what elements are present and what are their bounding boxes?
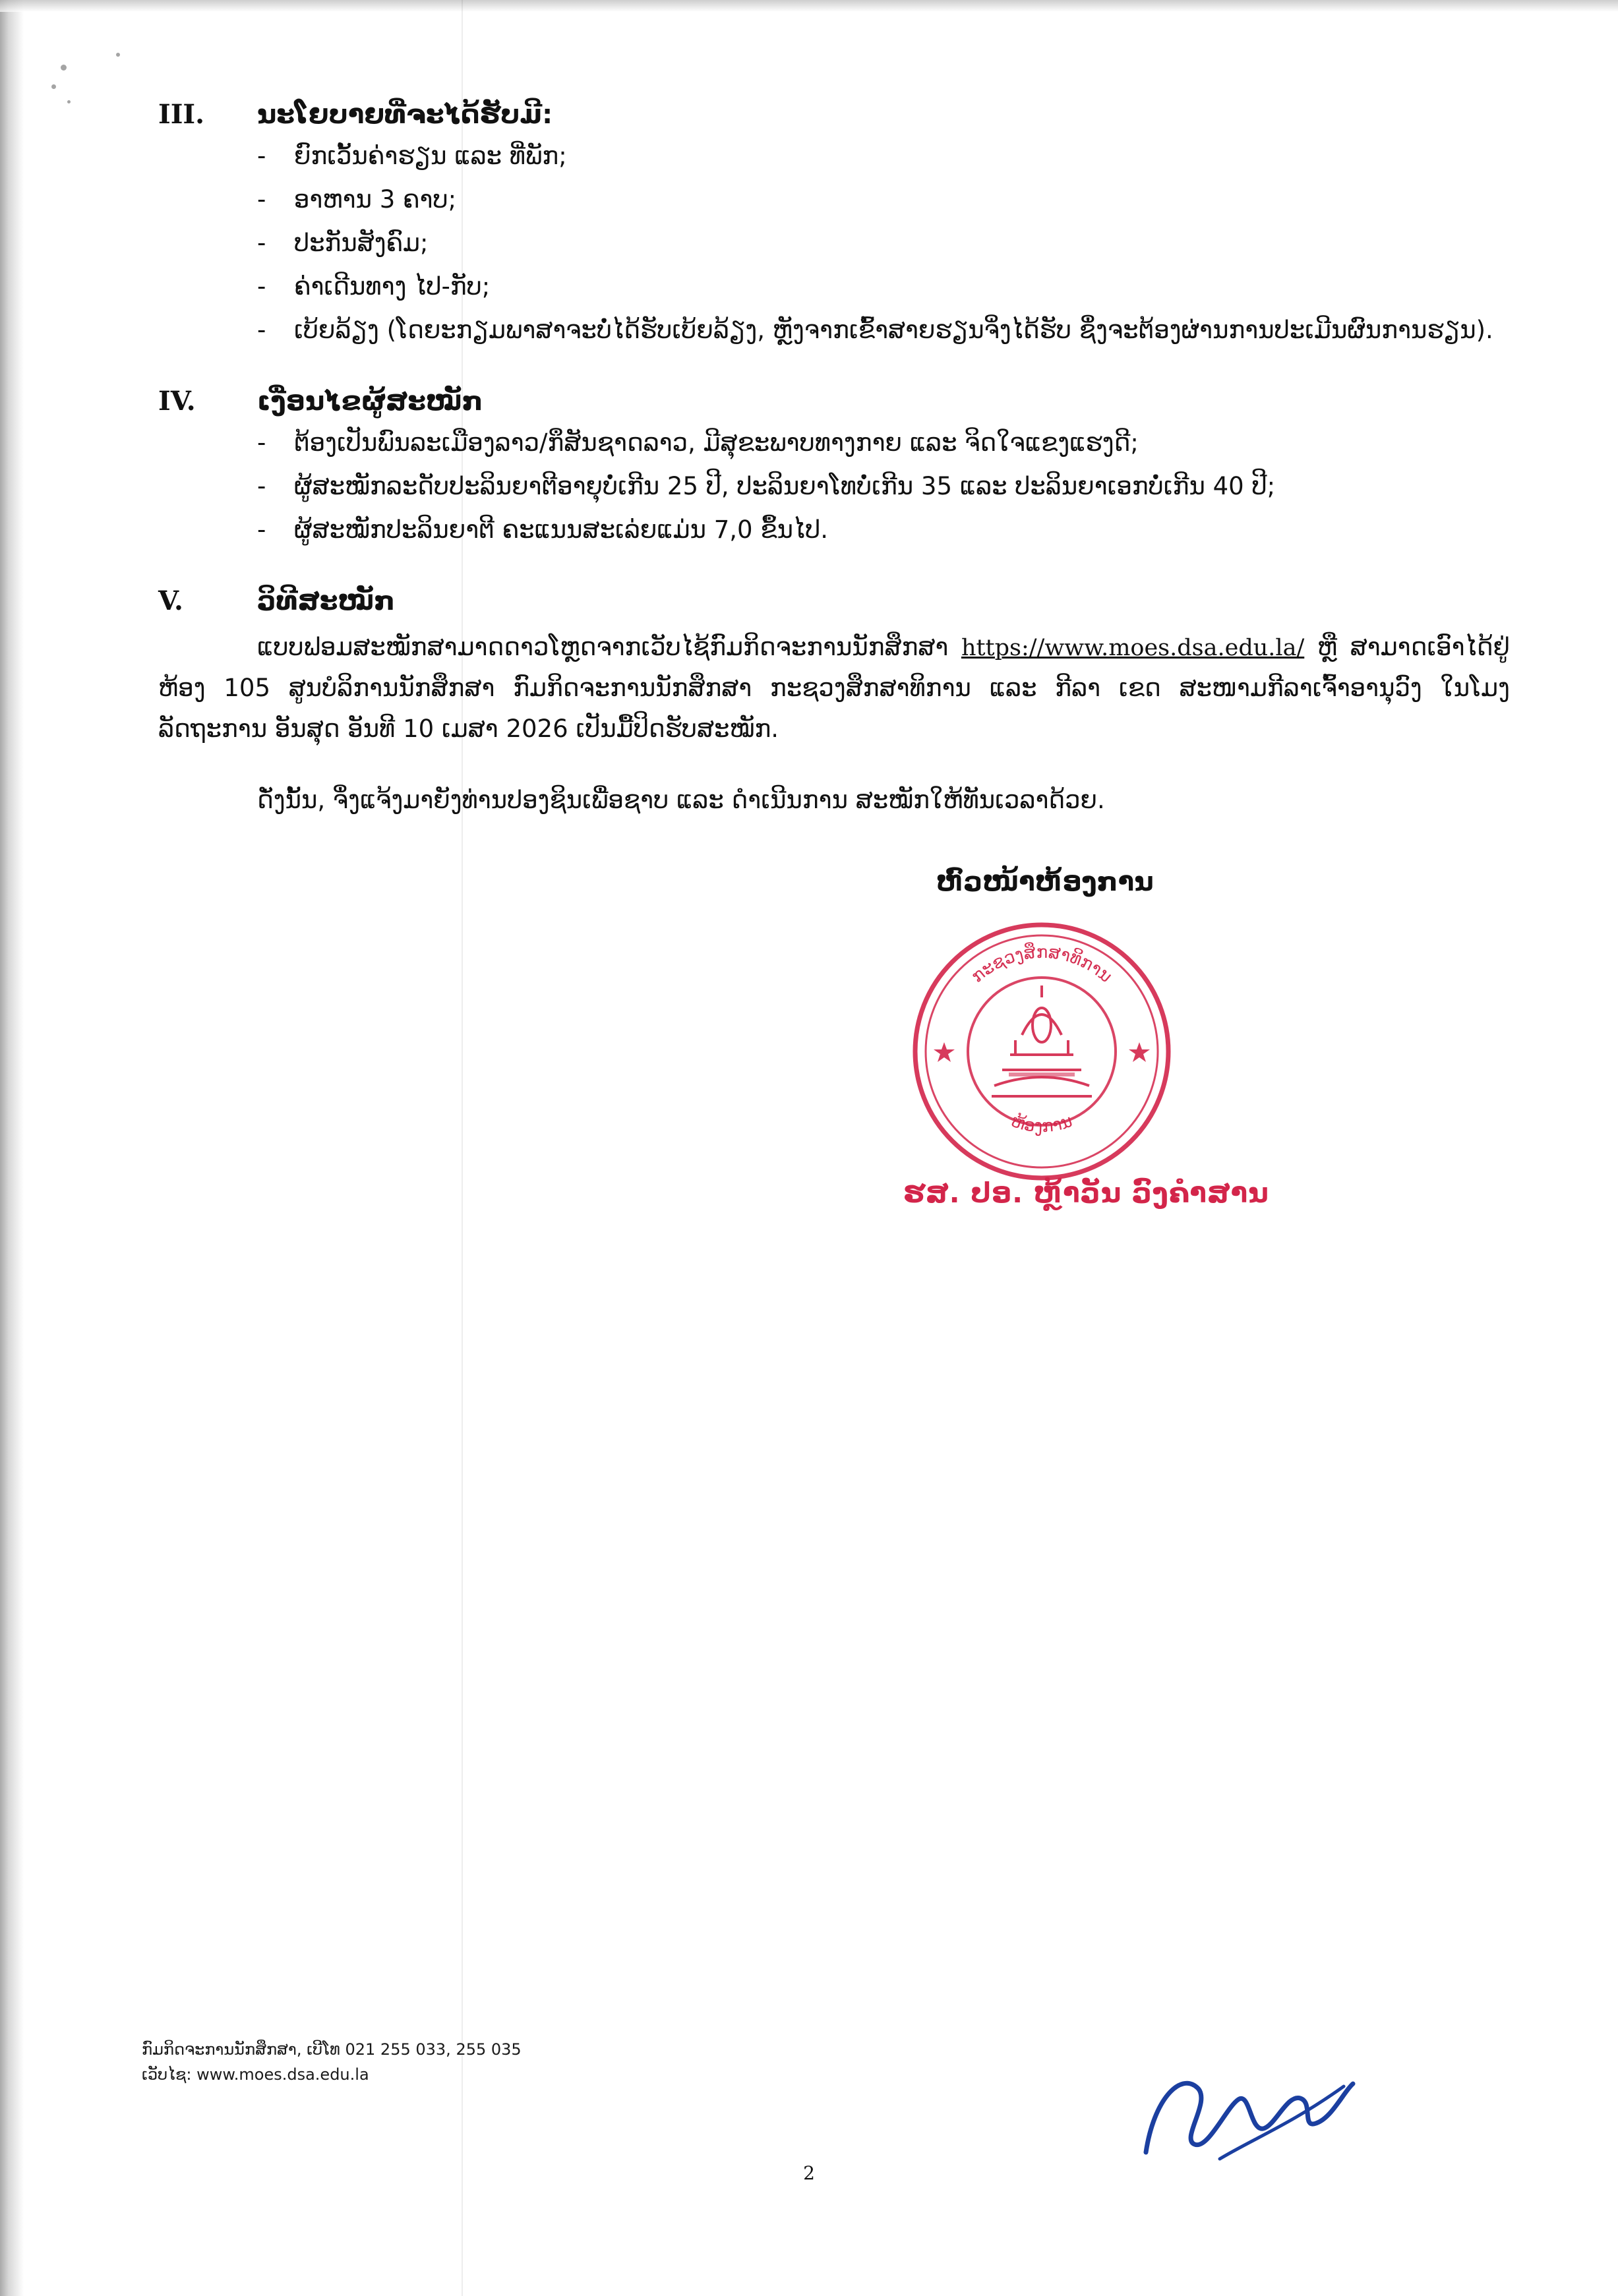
- footer-website: ເວັບໄຊ: www.moes.dsa.edu.la: [142, 2065, 369, 2084]
- section-heading-iii: [158, 99, 1510, 130]
- benefits-list: [158, 136, 1510, 350]
- svg-text:ກະຊວງສຶກສາທິການ: ກະຊວງສຶກສາທິການ: [967, 943, 1116, 987]
- section-title: ເງື່ອນໄຂຜູ້ສະໝັກ: [257, 386, 483, 417]
- signature-block: [158, 867, 1510, 1289]
- list-item: [158, 310, 1510, 350]
- application-form-link[interactable]: https://www.moes.dsa.edu.la/: [961, 634, 1305, 661]
- list-item: [158, 223, 1510, 263]
- dash-bullet: -: [257, 272, 266, 301]
- list-item: [158, 136, 1510, 176]
- dash-bullet: -: [257, 471, 266, 500]
- list-item: [158, 510, 1510, 550]
- list-item-text: ອາຫານ 3 ຄາບ;: [294, 185, 457, 214]
- application-instructions-paragraph: [158, 627, 1510, 750]
- list-item-text: ຍົກເວັ້ນຄ່າຮຽນ ແລະ ທີ່ພັກ;: [294, 142, 567, 170]
- list-item: [158, 180, 1510, 220]
- dash-bullet: -: [257, 142, 266, 170]
- closing-paragraph: ດັ່ງນັ້ນ, ຈຶ່ງແຈ້ງມາຍັງທ່ານປອງຊິນເພື່ອຊາບ ແລະ ດຳເນີນການ ສະໝັກໃຫ້ທັນເວລາດ້ວຍ.: [257, 785, 1105, 814]
- requirements-list: [158, 423, 1510, 550]
- page-footer: [142, 2037, 522, 2088]
- handwritten-signature: [1134, 2060, 1358, 2172]
- section-numeral: III.: [158, 99, 205, 130]
- dash-bullet: -: [257, 228, 266, 257]
- list-item-text: ຕ້ອງເປັນພົນລະເມືອງລາວ/ກຶສັນຊາດລາວ, ມີສຸຂະພາບທາງກາຍ ແລະ ຈິດໃຈແຂງແຮງດີ;: [294, 428, 1139, 457]
- section-title: ນະໂຍບາຍທີ່ຈະໄດ້ຮັບມີ:: [257, 100, 553, 130]
- footer-contact: ກົມກິດຈະການນັກສຶກສາ, ເບີໂທ 021 255 033, 255 035: [142, 2040, 522, 2059]
- list-item: [158, 267, 1510, 307]
- official-stamp: [870, 906, 1200, 1196]
- scan-edge-shadow: [0, 0, 24, 2296]
- scan-speck: [61, 65, 67, 71]
- list-item-text: ຜູ້ສະໝັກລະດັບປະລິນຍາຕີອາຍຸບໍ່ເກີນ 25 ປີ, ປະລິນຍາໂທບໍ່ເກີນ 35 ແລະ ປະລິນຍາເອກບໍ່ເກີນ 40 ປີ;: [294, 471, 1276, 500]
- document-body: [158, 99, 1510, 1289]
- svg-text:ຫ້ອງການ: ຫ້ອງການ: [1008, 1111, 1075, 1137]
- dash-bullet: -: [257, 515, 266, 544]
- section-title: ວິທີສະໝັກ: [257, 585, 396, 616]
- application-instructions-suffix: ຫຼື ສາມາດເອົາໄດ້ຢູ່ຫ້ອງ 105 ສູນບໍລິການນັກສຶກສາ ກົມກິດຈະການນັກສຶກສາ ກະຊວງສຶກສາທິການ ແລະ ກີລາ ເຂດ ສະໜາມກີລາເຈົ້າອານຸວົງ ໃນໂມງລັດຖະການ ອັນສຸດ ອັນທີ 10 ເມສາ 2026 ເປັນມື້ປິດຮັບສະໝັກ.: [158, 632, 1510, 743]
- scan-speck: [116, 53, 120, 57]
- dash-bullet: -: [257, 185, 266, 214]
- page-number: 2: [803, 2162, 815, 2184]
- scan-speck: [51, 84, 56, 89]
- dash-bullet: -: [257, 315, 266, 344]
- list-item: [158, 467, 1510, 506]
- section-heading-iv: [158, 386, 1510, 417]
- signature-title: ຫົວໜ້າຫ້ອງການ: [936, 867, 1154, 898]
- section-numeral: V.: [158, 585, 183, 616]
- list-item-text: ເບ້ຍລ້ຽງ (ໂດຍະກຽມພາສາຈະບໍ່ໄດ້ຮັບເບ້ຍລ້ຽງ, ຫຼັງຈາກເຂົ້າສາຍຮຽນຈິ່ງໄດ້ຮັບ ຊຶ່ງຈະຕ້ອງຜ່ານການປະເມີນຜົນການຮຽນ).: [294, 315, 1493, 344]
- list-item-text: ຄ່າເດີນທາງ ໄປ-ກັບ;: [294, 272, 491, 301]
- scan-edge-shadow-top: [0, 0, 1618, 12]
- list-item: [158, 423, 1510, 463]
- application-instructions-prefix: ແບບຟອມສະໝັກສາມາດດາວໂຫຼດຈາກເວັບໄຊ້ກົມກິດຈະການນັກສຶກສາ: [257, 632, 961, 661]
- signer-name: ຮສ. ປອ. ຫຼ້າວັນ ວົງຄຳສານ: [903, 1177, 1269, 1210]
- list-item-text: ຜູ້ສະໝັກປະລິນຍາຕີ ຄະແນນສະເລ່ຍແມ່ນ 7,0 ຂຶ້ນໄປ.: [294, 515, 829, 544]
- section-heading-v: [158, 585, 1510, 616]
- section-numeral: IV.: [158, 385, 196, 417]
- list-item-text: ປະກັນສັງຄົມ;: [294, 228, 429, 257]
- scan-speck: [67, 100, 71, 103]
- stamp-icon: [910, 920, 1174, 1183]
- dash-bullet: -: [257, 428, 266, 457]
